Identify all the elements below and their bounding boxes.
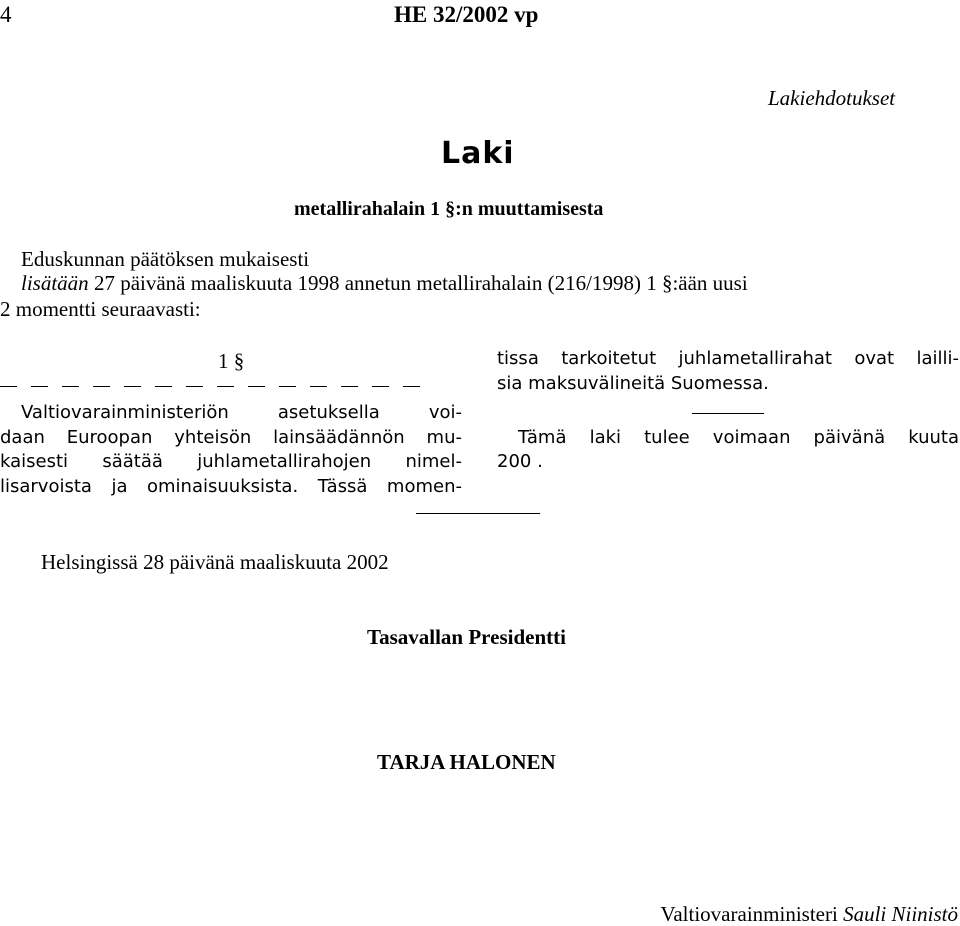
page-number: 4 — [0, 2, 12, 27]
law-subtitle: metallirahalain 1 §:n muuttamisesta — [294, 198, 604, 220]
intro-line-1: Eduskunnan päätöksen mukaisesti — [21, 247, 310, 271]
minister-name: Sauli Niinistö — [843, 902, 958, 926]
left-line-4: lisarvoista ja ominaisuuksista. Tässä momen- — [0, 475, 462, 497]
entry-into-force — [518, 426, 959, 451]
intro-line-2 — [21, 271, 959, 296]
intro-line-3: 2 momentti seuraavasti: — [0, 297, 201, 321]
president-name: TARJA HALONEN — [377, 750, 556, 774]
entry-line-1: Tämä laki tulee voimaan päivänä kuuta — [518, 427, 959, 448]
right-line-1: tissa tarkoitetut juhlametallirahat ovat lailli- — [497, 348, 959, 369]
minister-title: Valtiovarainministeri — [660, 902, 838, 926]
minister-signature — [661, 903, 958, 925]
signing-office: Tasavallan Presidentti — [367, 625, 566, 649]
section-number: 1 § — [218, 349, 245, 373]
left-line-3: kaisesti säätää juhlametallirahojen nimel- — [0, 451, 462, 472]
section-right-column — [497, 347, 959, 396]
section-left-column — [0, 401, 462, 499]
signing-place-date: Helsingissä 28 päivänä maaliskuuta 2002 — [41, 550, 389, 574]
left-line-1: Valtiovarainministeriön asetuksella voi- — [21, 402, 462, 423]
short-rule — [692, 413, 764, 414]
intro-verb: lisätään — [21, 271, 89, 295]
left-line-2: daan Euroopan yhteisön lainsäädännön mu- — [0, 426, 462, 448]
end-rule — [416, 513, 540, 514]
section-label: Lakiehdotukset — [768, 86, 896, 110]
law-title: Laki — [441, 136, 515, 171]
entry-line-2: 200 . — [497, 451, 543, 472]
document-id: HE 32/2002 vp — [394, 2, 539, 27]
right-line-2: sia maksuvälineitä Suomessa. — [497, 372, 769, 394]
intro-line-2-text: 27 päivänä maaliskuuta 1998 annetun metallirahalain (216/1998) 1 §:ään uusi — [88, 271, 748, 295]
